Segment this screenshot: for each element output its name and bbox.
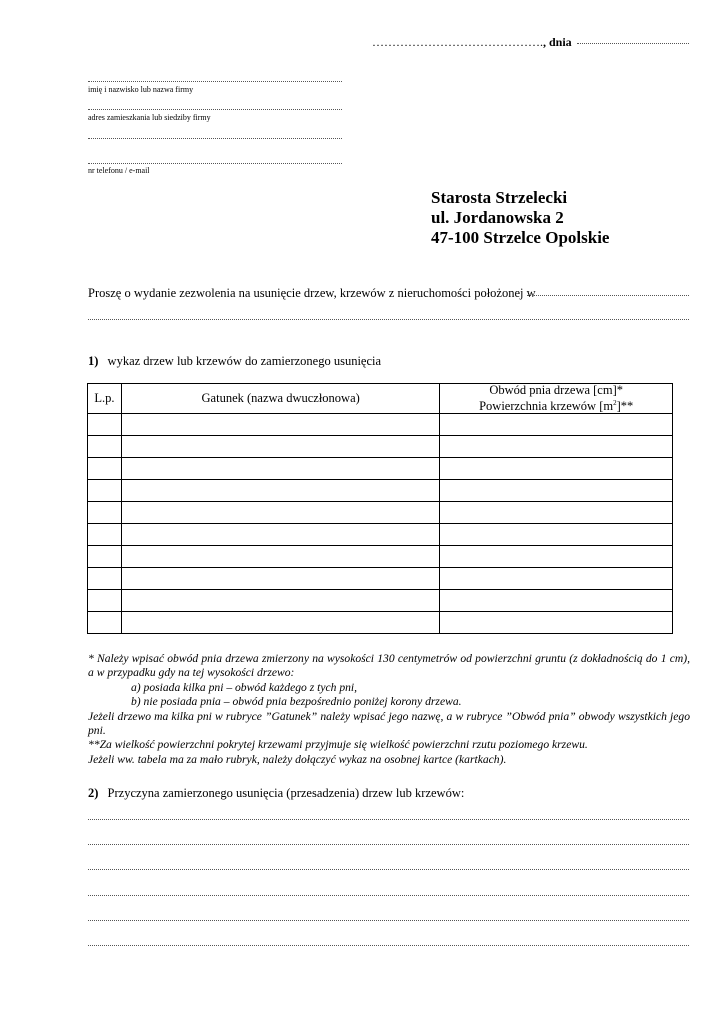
table-row	[88, 524, 673, 546]
cell-species[interactable]	[121, 612, 439, 634]
table-row	[88, 546, 673, 568]
request-location-field-1[interactable]	[527, 294, 689, 296]
table-row	[88, 480, 673, 502]
table-row	[88, 568, 673, 590]
request-text: Proszę o wydanie zezwolenia na usunięcie drzew, krzewów z nieruchomości położonej w	[88, 286, 536, 300]
date-line	[372, 35, 692, 49]
date-label: , dnia	[543, 35, 572, 49]
cell-measure[interactable]	[440, 414, 673, 436]
col-measure-line-1: Obwód pnia drzewa [cm]*	[489, 383, 623, 397]
table-row	[88, 590, 673, 612]
cell-lp[interactable]	[88, 524, 122, 546]
cell-lp[interactable]	[88, 502, 122, 524]
table-row	[88, 414, 673, 436]
recipient-line-2: ul. Jordanowska 2	[431, 208, 564, 227]
cell-species[interactable]	[121, 480, 439, 502]
note-1a: a) posiada kilka pni – obwód każdego z tych pni,	[131, 680, 358, 694]
cell-species[interactable]	[121, 458, 439, 480]
section2-heading	[88, 786, 464, 801]
section1-title: wykaz drzew lub krzewów do zamierzonego usunięcia	[107, 354, 382, 368]
col-measure-line-2: Powierzchnia krzewów $[m^2]**$	[479, 399, 634, 414]
notes-block	[88, 652, 690, 767]
cell-measure[interactable]	[440, 612, 673, 634]
reason-answer-line[interactable]	[88, 894, 689, 896]
cell-measure[interactable]	[440, 546, 673, 568]
cell-lp[interactable]	[88, 436, 122, 458]
cell-species[interactable]	[121, 568, 439, 590]
cell-species[interactable]	[121, 590, 439, 612]
section2-number: 2)	[88, 786, 99, 800]
reason-answer-line[interactable]	[88, 919, 689, 921]
col-species-header: Gatunek (nazwa dwuczłonowa)	[121, 384, 439, 414]
note-2: Jeżeli drzewo ma kilka pni w rubryce ”Gatunek” należy wpisać jego nazwę, a w rubryce ”Obwód pnia” obwody wszystkich jego pni.	[88, 709, 690, 738]
cell-lp[interactable]	[88, 612, 122, 634]
cell-species[interactable]	[121, 502, 439, 524]
cell-measure[interactable]	[440, 524, 673, 546]
recipient-address	[431, 188, 609, 248]
cell-lp[interactable]	[88, 546, 122, 568]
date-field[interactable]	[577, 43, 689, 44]
cell-species[interactable]	[121, 436, 439, 458]
cell-species[interactable]	[121, 546, 439, 568]
recipient-line-1: Starosta Strzelecki	[431, 188, 568, 207]
cell-lp[interactable]	[88, 458, 122, 480]
cell-measure[interactable]	[440, 436, 673, 458]
section2-title: Przyczyna zamierzonego usunięcia (przesadzenia) drzew lub krzewów:	[107, 786, 465, 800]
note-4: Jeżeli ww. tabela ma za mało rubryk, należy dołączyć wykaz na osobnej kartce (kartkach).	[88, 752, 507, 766]
cell-measure[interactable]	[440, 502, 673, 524]
reason-answer-line[interactable]	[88, 843, 689, 845]
cell-measure[interactable]	[440, 568, 673, 590]
note-1: * Należy wpisać obwód pnia drzewa zmierzony na wysokości 130 centymetrów od powierzchni gruntu (z dokładnością do 1 cm), a w przypadku gdy na tej wysokości drzewo:	[88, 652, 690, 680]
table-row	[88, 502, 673, 524]
applicant-address-field-1[interactable]	[88, 108, 342, 110]
reason-answer-line[interactable]	[88, 818, 689, 820]
section1-heading	[88, 354, 381, 369]
cell-species[interactable]	[121, 524, 439, 546]
table-row	[88, 458, 673, 480]
note-1b: b) nie posiada pnia – obwód pnia bezpośrednio poniżej korony drzewa.	[131, 695, 462, 709]
note-3: **Za wielkość powierzchni pokrytej krzewami przyjmuje się wielkość powierzchni rzutu poziomego krzewu.	[88, 738, 588, 752]
request-location-field-2[interactable]	[88, 318, 689, 320]
cell-measure[interactable]	[440, 458, 673, 480]
date-dots: …………………………………….	[372, 35, 543, 49]
col-lp-header: L.p.	[88, 384, 122, 414]
table-header-row	[88, 384, 673, 414]
applicant-address-caption: adres zamieszkania lub siedziby firmy	[88, 113, 211, 122]
cell-lp[interactable]	[88, 414, 122, 436]
cell-lp[interactable]	[88, 480, 122, 502]
applicant-phone-field[interactable]	[88, 162, 342, 164]
applicant-name-field[interactable]	[88, 80, 342, 82]
applicant-phone-caption: nr telefonu / e-mail	[88, 166, 150, 175]
section1-number: 1)	[88, 354, 99, 368]
reason-answer-line[interactable]	[88, 944, 689, 946]
recipient-line-3: 47-100 Strzelce Opolskie	[431, 228, 610, 247]
applicant-address-field-2[interactable]	[88, 137, 342, 139]
table-row	[88, 436, 673, 458]
col-measure-header	[440, 384, 673, 414]
table-row	[88, 612, 673, 634]
trees-table	[87, 383, 673, 634]
cell-lp[interactable]	[88, 568, 122, 590]
cell-measure[interactable]	[440, 590, 673, 612]
reason-answer-line[interactable]	[88, 868, 689, 870]
cell-species[interactable]	[121, 414, 439, 436]
applicant-name-caption: imię i nazwisko lub nazwa firmy	[88, 85, 194, 94]
cell-measure[interactable]	[440, 480, 673, 502]
cell-lp[interactable]	[88, 590, 122, 612]
